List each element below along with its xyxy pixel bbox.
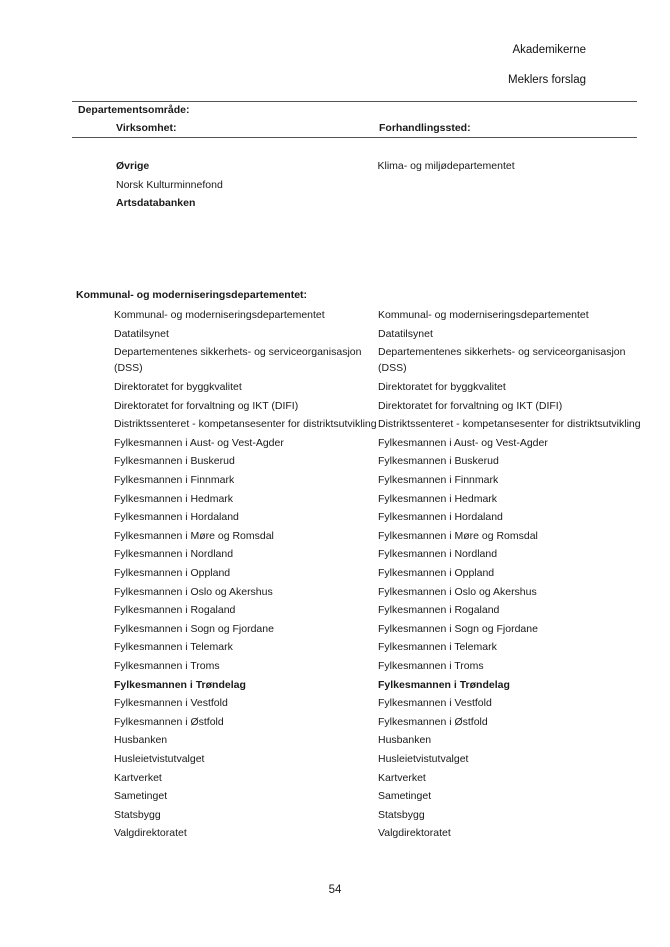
table-row [114, 657, 644, 676]
row-virksomhet: Husleietvistutvalget [114, 752, 205, 765]
row-virksomhet: Øvrige [116, 160, 150, 172]
table-row [114, 675, 644, 694]
row-virksomhet: Fylkesmannen i Sogn og Fjordane [114, 622, 274, 635]
table-row [116, 176, 636, 195]
row-virksomhet: Fylkesmannen i Rogaland [114, 604, 236, 617]
row-virksomhet: Fylkesmannen i Vestfold [114, 697, 228, 710]
row-forhandlingssted: Fylkesmannen i Finnmark [378, 474, 499, 487]
row-forhandlingssted: Sametinget [378, 790, 432, 803]
table-row [114, 489, 644, 508]
table-row [114, 805, 644, 824]
row-forhandlingssted: Fylkesmannen i Sogn og Fjordane [378, 622, 538, 635]
row-forhandlingssted [377, 176, 636, 195]
row-forhandlingssted: Statsbygg [378, 808, 425, 821]
section-title-kmd: Kommunal- og moderniseringsdepartementet: [76, 289, 308, 301]
row-forhandlingssted: Fylkesmannen i Aust- og Vest-Agder [378, 436, 548, 449]
table-row [114, 434, 644, 453]
row-virksomhet: Fylkesmannen i Østfold [114, 715, 224, 728]
table-header-forhandlingssted: Forhandlingssted: [379, 122, 471, 134]
row-forhandlingssted: Fylkesmannen i Buskerud [378, 455, 499, 468]
table-row [114, 824, 644, 843]
table-row [114, 601, 644, 620]
row-forhandlingssted: Fylkesmannen i Trøndelag [378, 678, 510, 691]
row-forhandlingssted: Fylkesmannen i Nordland [378, 548, 498, 561]
row-forhandlingssted: Kartverket [378, 771, 426, 784]
section-ovrige [116, 157, 636, 213]
row-virksomhet: Kartverket [114, 771, 162, 784]
table-row [114, 582, 644, 601]
header-subtitle: Meklers forslag [508, 74, 586, 86]
table-row [114, 638, 644, 657]
row-virksomhet: Fylkesmannen i Oppland [114, 567, 231, 580]
row-virksomhet: Fylkesmannen i Buskerud [114, 455, 235, 468]
header-organization: Akademikerne [512, 44, 586, 56]
table-row [114, 527, 644, 546]
row-virksomhet: Sametinget [114, 790, 168, 803]
table-row [114, 712, 644, 731]
table-row [114, 452, 644, 471]
table-row [114, 694, 644, 713]
row-virksomhet: Husbanken [114, 734, 168, 747]
row-forhandlingssted: Fylkesmannen i Telemark [378, 641, 497, 654]
row-forhandlingssted: Distriktssenteret - kompetansesenter for distriktsutvikling [378, 418, 641, 431]
table-row [114, 306, 644, 325]
row-forhandlingssted: Direktoratet for forvaltning og IKT (DIFI) [378, 399, 563, 412]
row-forhandlingssted: Direktoratet for byggkvalitet [378, 381, 506, 394]
row-forhandlingssted: Husbanken [378, 734, 432, 747]
row-forhandlingssted: Fylkesmannen i Hedmark [378, 492, 498, 505]
row-virksomhet: Artsdatabanken [116, 197, 196, 210]
row-forhandlingssted: Fylkesmannen i Vestfold [378, 697, 492, 710]
table-row [114, 750, 644, 769]
row-virksomhet: Fylkesmannen i Oslo og Akershus [114, 585, 273, 598]
table-header-area: Departementsområde: [78, 104, 190, 116]
table-row [114, 325, 644, 344]
page-number: 54 [328, 884, 342, 896]
table-row [114, 545, 644, 564]
row-forhandlingssted: Klima- og miljødepartementet [377, 160, 515, 172]
header-rule-bottom [72, 137, 637, 138]
row-virksomhet: Departementenes sikkerhets- og serviceorganisasjon (DSS) [114, 346, 362, 375]
row-virksomhet: Valgdirektoratet [114, 827, 187, 840]
row-virksomhet: Statsbygg [114, 808, 161, 821]
table-row [114, 378, 644, 397]
row-forhandlingssted: Datatilsynet [378, 327, 433, 340]
row-forhandlingssted: Fylkesmannen i Møre og Romsdal [378, 529, 538, 542]
table-row [114, 768, 644, 787]
row-forhandlingssted [377, 194, 636, 213]
row-forhandlingssted: Kommunal- og moderniseringsdepartementet [378, 309, 589, 322]
row-virksomhet: Norsk Kulturminnefond [116, 178, 223, 191]
row-forhandlingssted: Fylkesmannen i Oppland [378, 567, 495, 580]
table-row [114, 471, 644, 490]
header-rule-top [72, 101, 637, 102]
row-virksomhet: Kommunal- og moderniseringsdepartementet [114, 309, 325, 322]
table-row [114, 731, 644, 750]
row-virksomhet: Datatilsynet [114, 327, 169, 340]
row-forhandlingssted: Fylkesmannen i Hordaland [378, 511, 503, 524]
table-row [116, 194, 636, 213]
table-row [114, 415, 644, 434]
table-row [114, 396, 644, 415]
row-virksomhet: Fylkesmannen i Aust- og Vest-Agder [114, 436, 284, 449]
row-virksomhet: Fylkesmannen i Nordland [114, 548, 234, 561]
row-forhandlingssted: Departementenes sikkerhets- og serviceorganisasjon (DSS) [378, 346, 626, 375]
row-virksomhet: Fylkesmannen i Trøndelag [114, 678, 246, 691]
row-forhandlingssted: Fylkesmannen i Østfold [378, 715, 488, 728]
row-forhandlingssted: Fylkesmannen i Rogaland [378, 604, 500, 617]
table-row [114, 620, 644, 639]
row-virksomhet: Fylkesmannen i Finnmark [114, 474, 235, 487]
row-forhandlingssted: Husleietvistutvalget [378, 752, 469, 765]
table-row [114, 787, 644, 806]
row-virksomhet: Fylkesmannen i Troms [114, 659, 220, 672]
row-virksomhet: Fylkesmannen i Møre og Romsdal [114, 529, 274, 542]
row-virksomhet: Direktoratet for forvaltning og IKT (DIFI) [114, 399, 299, 412]
table-header-virksomhet: Virksomhet: [116, 122, 177, 134]
section-kmd-table [114, 306, 644, 843]
row-virksomhet: Fylkesmannen i Hedmark [114, 492, 234, 505]
row-forhandlingssted: Fylkesmannen i Troms [378, 659, 484, 672]
row-virksomhet: Fylkesmannen i Telemark [114, 641, 233, 654]
row-virksomhet: Fylkesmannen i Hordaland [114, 511, 239, 524]
table-row [114, 508, 644, 527]
table-row [114, 343, 644, 378]
row-forhandlingssted: Valgdirektoratet [378, 827, 451, 840]
row-virksomhet: Distriktssenteret - kompetansesenter for distriktsutvikling [114, 418, 377, 431]
row-forhandlingssted: Fylkesmannen i Oslo og Akershus [378, 585, 537, 598]
table-row [116, 157, 636, 176]
table-row [114, 564, 644, 583]
row-virksomhet: Direktoratet for byggkvalitet [114, 381, 242, 394]
